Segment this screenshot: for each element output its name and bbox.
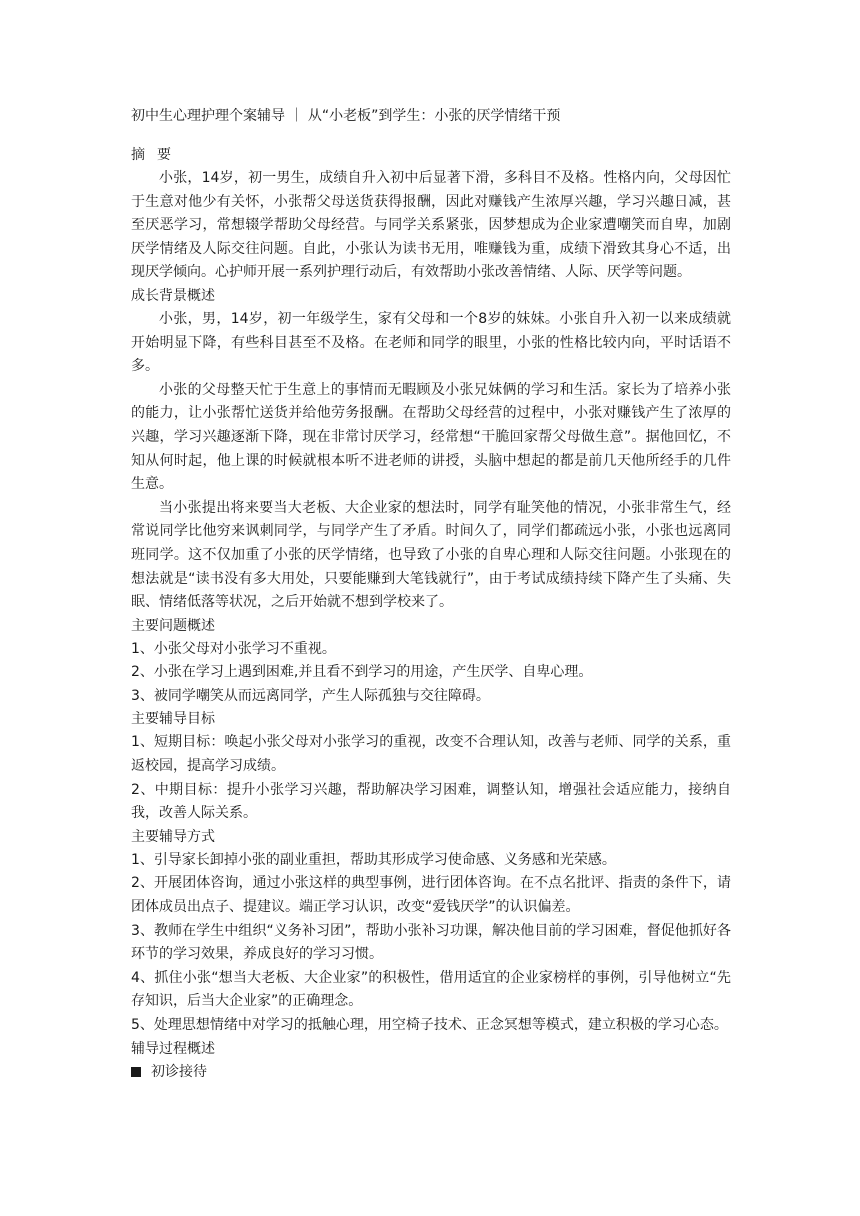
process-step-label: 初诊接待 (151, 1063, 207, 1080)
problem-item: 1、小张父母对小张学习不重视。 (131, 640, 336, 657)
problem-item: 3、被同学嘲笑从而远离同学，产生人际孤独与交往障碍。 (131, 687, 490, 704)
problem-item: 2、小张在学习上遇到困难,并且看不到学习的用途，产生厌学、自卑心理。 (131, 664, 593, 681)
goal-item: 1、短期目标：唤起小张父母对小张学习的重视，改变不合理认知，改善与老师、同学的关系，重返校园，提高学习成绩。 (131, 734, 731, 775)
abstract-heading: 摘要 (131, 147, 183, 163)
background-paragraph: 小张的父母整天忙于生意上的事情而无暇顾及小张兄妹俩的学习和生活。家长为了培养小张的能力，让小张帮忙送货并给他劳务报酬。在帮助父母经营的过程中，小张对赚钱产生了浓厚的兴趣，学习兴趣逐渐下降，现在非常讨厌学习，经常想“干脆回家帮父母做生意”。据他回忆，不知从何时起，他上课的时候就根本听不进老师的讲授，头脑中想起的都是前几天他所经手的几件生意。 (131, 381, 731, 493)
method-item: 4、抓住小张“想当大老板、大企业家”的积极性，借用适宜的企业家榜样的事例，引导他树立“先存知识，后当大企业家”的正确理念。 (131, 969, 731, 1010)
method-item: 1、引导家长卸掉小张的副业重担，帮助其形成学习使命感、义务感和光荣感。 (131, 851, 616, 868)
goal-item: 2、中期目标：提升小张学习兴趣，帮助解决学习困难，调整认知，增强社会适应能力，接纳自我，改善人际关系。 (131, 781, 731, 822)
square-bullet-icon (131, 1067, 141, 1077)
document-title: 初中生心理护理个案辅导 ｜ 从“小老板”到学生：小张的厌学情绪干预 (131, 108, 561, 124)
problems-heading: 主要问题概述 (131, 617, 215, 634)
method-item: 3、教师在学生中组织“义务补习团”，帮助小张补习功课，解决他目前的学习困难，督促他抓好各环节的学习效果，养成良好的学习习惯。 (131, 922, 731, 963)
abstract-text: 小张，14岁，初一男生，成绩自升入初中后显著下滑，多科目不及格。性格内向，父母因忙于生意对他少有关怀，小张帮父母送货获得报酬，因此对赚钱产生浓厚兴趣，学习兴趣日减，甚至厌恶学习，常想辍学帮助父母经营。与同学关系紧张，因梦想成为企业家遭嘲笑而自卑，加剧厌学情绪及人际交往问题。自此，小张认为读书无用，唯赚钱为重，成绩下滑致其身心不适，出现厌学倾向。心护师开展一系列护理行动后，有效帮助小张改善情绪、人际、厌学等问题。 (131, 170, 731, 281)
background-paragraph: 当小张提出将来要当大老板、大企业家的想法时，同学有耻笑他的情况，小张非常生气，经常说同学比他穷来讽刺同学，与同学产生了矛盾。时间久了，同学们都疏远小张，小张也远离同班同学。这不仅加重了小张的厌学情绪，也导致了小张的自卑心理和人际交往问题。小张现在的想法就是“读书没有多大用处，只要能赚到大笔钱就行”，由于考试成绩持续下降产生了头痛、失眠、情绪低落等状况，之后开始就不想到学校来了。 (131, 499, 731, 611)
background-heading: 成长背景概述 (131, 287, 215, 304)
process-heading: 辅导过程概述 (131, 1040, 215, 1057)
method-item: 2、开展团体咨询，通过小张这样的典型事例，进行团体咨询。在不点名批评、指责的条件下，请团体成员出点子、提建议。端正学习认识，改变“爱钱厌学”的认识偏差。 (131, 875, 731, 916)
methods-heading: 主要辅导方式 (131, 828, 215, 845)
document-page (131, 106, 731, 1084)
method-item: 5、处理思想情绪中对学习的抵触心理，用空椅子技术、正念冥想等模式，建立积极的学习心态。 (131, 1017, 728, 1033)
goals-heading: 主要辅导目标 (131, 711, 215, 728)
process-step (131, 1061, 731, 1085)
background-paragraph: 小张，男，14岁，初一年级学生，家有父母和一个8岁的妹妹。小张自升入初一以来成绩就开始明显下降，有些科目甚至不及格。在老师和同学的眼里，小张的性格比较内向，平时话语不多。 (131, 310, 731, 375)
